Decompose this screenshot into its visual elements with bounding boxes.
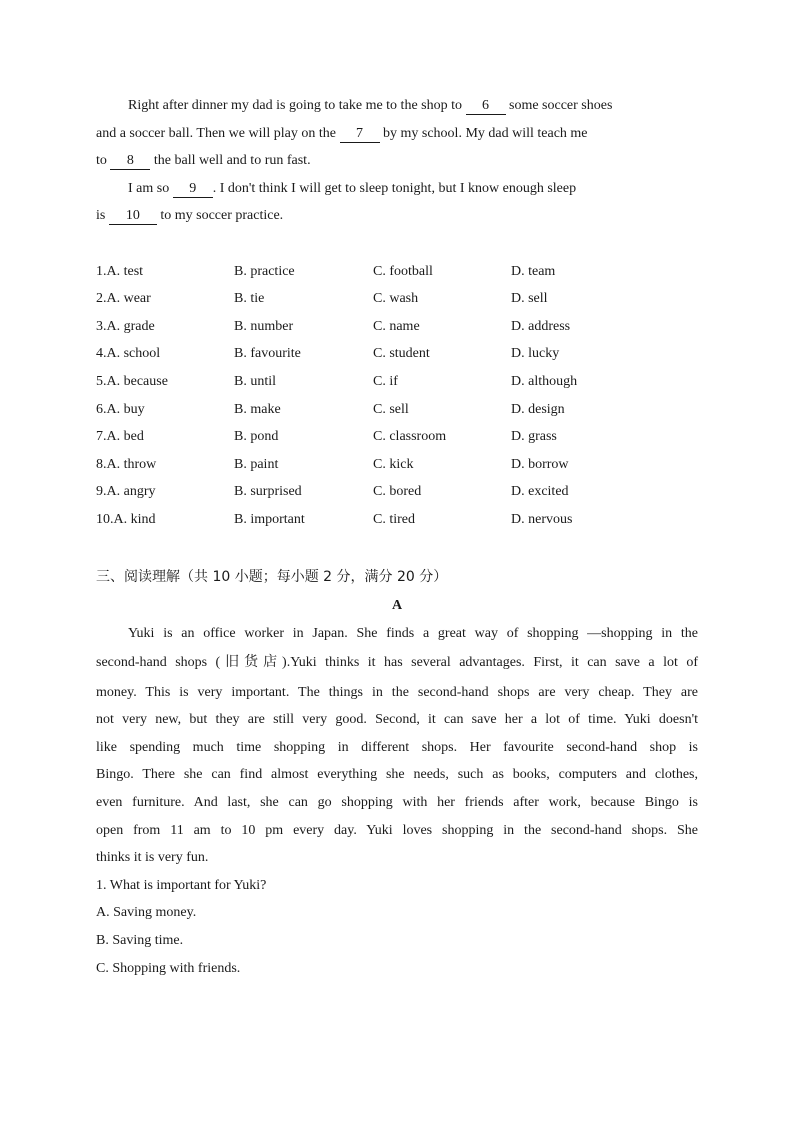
option-b[interactable]: B. until [234,374,277,389]
answer-blank-6[interactable]: 6 [466,98,506,115]
cloze-line [128,97,612,115]
option-b[interactable]: B. paint [234,457,279,472]
option-c[interactable]: C. classroom [373,429,447,444]
option-a[interactable]: 1.A. test [96,264,144,279]
option-d[interactable]: D. design [511,402,565,417]
answer-choice-a[interactable]: A. Saving money. [96,905,197,920]
passage-line: even furniture. And last, she can go shopping with her friends after work, because Bingo is [96,795,698,810]
option-a[interactable]: 4.A. school [96,346,161,361]
option-a[interactable]: 8.A. throw [96,457,157,472]
option-b[interactable]: B. number [234,319,294,334]
passage-line: Bingo. There she can find almost everything she needs, such as books, computers and clothes, [96,767,698,782]
option-d[interactable]: D. borrow [511,457,569,472]
answer-blank-8[interactable]: 8 [110,153,150,170]
option-a[interactable]: 5.A. because [96,374,168,389]
answer-blank-10[interactable]: 10 [109,208,157,225]
option-b[interactable]: B. make [234,402,281,417]
option-a[interactable]: 7.A. bed [96,429,144,444]
option-c[interactable]: C. football [373,264,433,279]
option-b[interactable]: B. tie [234,291,265,306]
option-c[interactable]: C. name [373,319,420,334]
option-a[interactable]: 6.A. buy [96,402,145,417]
cloze-line [96,152,311,170]
cloze-text: I am so [128,181,173,196]
cloze-text: is [96,208,109,223]
option-b[interactable]: B. surprised [234,484,302,499]
option-c[interactable]: C. student [373,346,430,361]
cloze-line [96,207,283,225]
section-heading: 三、阅读理解（共 10 小题；每小题 2 分，满分 20 分） [96,569,448,585]
option-a[interactable]: 9.A. angry [96,484,156,499]
question-stem: 1. What is important for Yuki? [96,878,267,893]
cloze-text: by my school. My dad will teach me [379,126,588,141]
option-b[interactable]: B. important [234,512,305,527]
answer-blank-7[interactable]: 7 [340,126,380,143]
passage-title: A [391,598,403,613]
option-d[interactable]: D. nervous [511,512,573,527]
option-d[interactable]: D. lucky [511,346,560,361]
passage-line: like spending much time shopping in different shops. Her favourite second-hand shop is [96,740,698,755]
cloze-text: and a soccer ball. Then we will play on the [96,126,340,141]
option-b[interactable]: B. pond [234,429,279,444]
option-d[interactable]: D. sell [511,291,548,306]
option-c[interactable]: C. tired [373,512,415,527]
option-a[interactable]: 2.A. wear [96,291,151,306]
passage-line: thinks it is very fun. [96,850,209,865]
option-c[interactable]: C. kick [373,457,414,472]
cloze-text: Right after dinner my dad is going to take me to the shop to [128,98,466,113]
answer-blank-9[interactable]: 9 [173,181,213,198]
cloze-text: to [96,153,111,168]
option-a[interactable]: 3.A. grade [96,319,155,334]
passage-line: open from 11 am to 10 pm every day. Yuki loves shopping in the second-hand shops. She [96,823,698,838]
cloze-text: to my soccer practice. [156,208,284,223]
option-d[interactable]: D. address [511,319,571,334]
option-c[interactable]: C. sell [373,402,409,417]
option-b[interactable]: B. favourite [234,346,301,361]
passage-line: Yuki is an office worker in Japan. She finds a great way of shopping —shopping in the [128,626,698,641]
cloze-line [96,125,588,143]
option-a[interactable]: 10.A. kind [96,512,156,527]
option-d[interactable]: D. excited [511,484,569,499]
option-b[interactable]: B. practice [234,264,295,279]
cloze-text: some soccer shoes [505,98,613,113]
cloze-text: the ball well and to run fast. [150,153,311,168]
answer-choice-b[interactable]: B. Saving time. [96,933,184,948]
option-c[interactable]: C. wash [373,291,419,306]
passage-line: second-hand shops (旧货店).Yuki thinks it has several advantages. First, it can save a lot of [96,655,698,670]
option-c[interactable]: C. if [373,374,398,389]
option-c[interactable]: C. bored [373,484,422,499]
option-d[interactable]: D. although [511,374,578,389]
option-d[interactable]: D. team [511,264,556,279]
cloze-text: . I don't think I will get to sleep tonight, but I know enough sleep [212,181,577,196]
passage-line: money. This is very important. The things in the second-hand shops are very cheap. They are [96,685,698,700]
cloze-line [128,180,576,198]
option-d[interactable]: D. grass [511,429,557,444]
answer-choice-c[interactable]: C. Shopping with friends. [96,961,241,976]
passage-line: not very new, but they are still very good. Second, it can save her a lot of time. Yuki doesn't [96,712,698,727]
